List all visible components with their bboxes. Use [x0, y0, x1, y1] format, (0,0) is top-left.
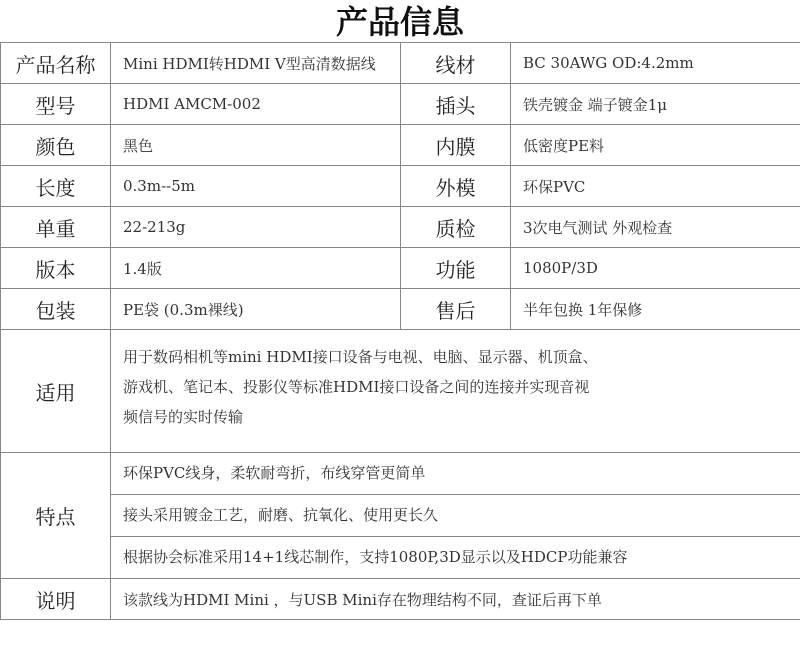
field-label: 版本 — [1, 248, 111, 289]
product-spec-table — [0, 42, 800, 620]
field-label: 单重 — [1, 207, 111, 248]
field-value: 铁壳镀金 端子镀金1μ — [511, 84, 800, 125]
field-label: 长度 — [1, 166, 111, 207]
note-row — [1, 579, 800, 620]
spec-row — [1, 125, 800, 166]
field-value: 黑色 — [111, 125, 401, 166]
usage-line: 游戏机、笔记本、投影仪等标准HDMI接口设备之间的连接并实现音视 — [123, 378, 590, 396]
spec-row — [1, 166, 800, 207]
field-label: 线材 — [401, 43, 511, 84]
spec-row — [1, 289, 800, 330]
field-label: 质检 — [401, 207, 511, 248]
field-label: 售后 — [401, 289, 511, 330]
field-label: 包装 — [1, 289, 111, 330]
field-label: 产品名称 — [1, 43, 111, 84]
note-text: 该款线为HDMI Mini ，与USB Mini存在物理结构不同，查证后再下单 — [111, 579, 800, 620]
usage-label: 适用 — [1, 330, 111, 453]
field-value: 低密度PE料 — [511, 125, 800, 166]
field-value: 半年包换 1年保修 — [511, 289, 800, 330]
field-value: BC 30AWG OD:4.2mm — [511, 43, 800, 84]
feature-line: 环保PVC线身，柔软耐弯折，布线穿管更简单 — [111, 453, 800, 495]
feature-line: 接头采用镀金工艺，耐磨、抗氧化、使用更长久 — [111, 495, 800, 537]
field-value: 3次电气测试 外观检查 — [511, 207, 800, 248]
field-label: 功能 — [401, 248, 511, 289]
features-cell — [111, 453, 800, 579]
field-label: 插头 — [401, 84, 511, 125]
features-label: 特点 — [1, 453, 111, 579]
field-value: HDMI AMCM-002 — [111, 84, 401, 125]
field-value: 1.4版 — [111, 248, 401, 289]
field-value: 22-213g — [111, 207, 401, 248]
features-row — [1, 453, 800, 579]
feature-line: 根据协会标准采用14+1线芯制作，支持1080P,3D显示以及HDCP功能兼容 — [123, 548, 628, 566]
field-value: 0.3m--5m — [111, 166, 401, 207]
spec-row — [1, 207, 800, 248]
field-value: 1080P/3D — [511, 248, 800, 289]
field-value: 环保PVC — [511, 166, 800, 207]
note-label: 说明 — [1, 579, 111, 620]
field-label: 外模 — [401, 166, 511, 207]
field-value: Mini HDMI转HDMI V型高清数据线 — [111, 43, 401, 84]
usage-row — [1, 330, 800, 453]
page-title: 产品信息 — [335, 3, 464, 41]
usage-cell — [111, 330, 800, 453]
spec-row — [1, 84, 800, 125]
usage-line: 用于数码相机等mini HDMI接口设备与电视、电脑、显示器、机顶盒、 — [123, 348, 598, 366]
field-value: PE袋 (0.3m裸线) — [111, 289, 401, 330]
field-label: 内膜 — [401, 125, 511, 166]
field-label: 颜色 — [1, 125, 111, 166]
usage-line: 频信号的实时传输 — [123, 408, 244, 426]
spec-row — [1, 43, 800, 84]
field-label: 型号 — [1, 84, 111, 125]
spec-row — [1, 248, 800, 289]
usage-text — [111, 330, 800, 432]
